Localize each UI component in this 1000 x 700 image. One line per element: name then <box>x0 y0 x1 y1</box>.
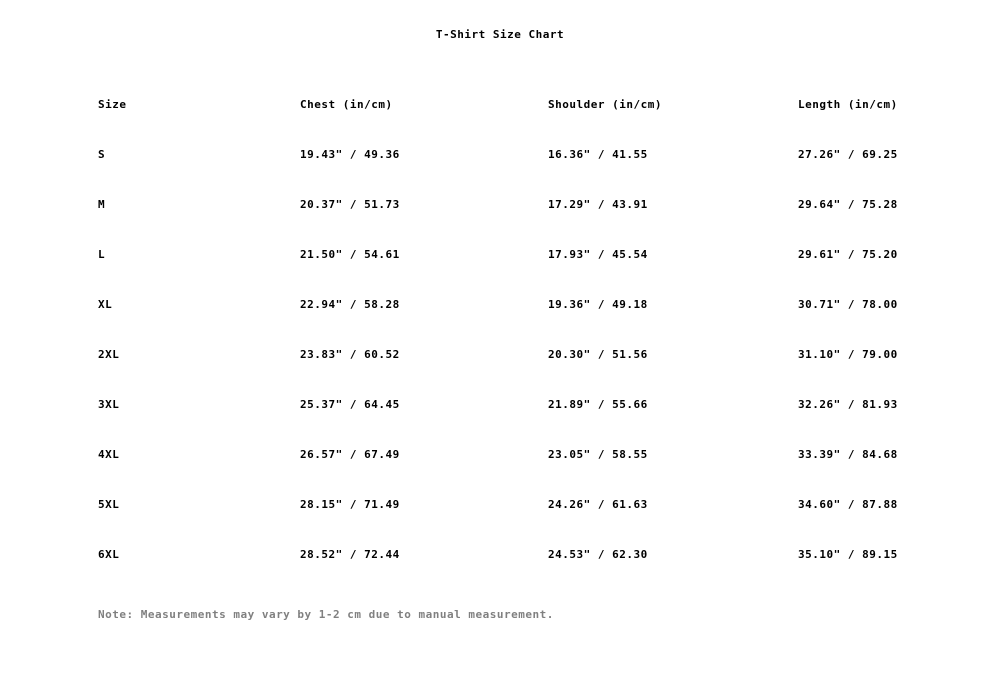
cell-chest: 26.57" / 67.49 <box>300 448 400 461</box>
cell-shoulder: 23.05" / 58.55 <box>548 448 648 461</box>
table-row <box>98 448 898 498</box>
cell-shoulder: 17.93" / 45.54 <box>548 248 648 261</box>
cell-shoulder: 16.36" / 41.55 <box>548 148 648 161</box>
cell-chest: 20.37" / 51.73 <box>300 198 400 211</box>
cell-chest: 28.52" / 72.44 <box>300 548 400 561</box>
cell-chest: 22.94" / 58.28 <box>300 298 400 311</box>
cell-length: 35.10" / 89.15 <box>798 548 898 561</box>
cell-chest: 28.15" / 71.49 <box>300 498 400 511</box>
size-chart-table <box>98 98 898 598</box>
column-header-chest: Chest (in/cm) <box>300 98 393 111</box>
cell-size: XL <box>98 298 113 311</box>
cell-size: L <box>98 248 106 261</box>
cell-size: 5XL <box>98 498 120 511</box>
cell-length: 31.10" / 79.00 <box>798 348 898 361</box>
cell-shoulder: 21.89" / 55.66 <box>548 398 648 411</box>
cell-shoulder: 24.53" / 62.30 <box>548 548 648 561</box>
cell-size: S <box>98 148 106 161</box>
cell-chest: 25.37" / 64.45 <box>300 398 400 411</box>
page-title: T-Shirt Size Chart <box>435 28 565 41</box>
cell-shoulder: 24.26" / 61.63 <box>548 498 648 511</box>
cell-shoulder: 20.30" / 51.56 <box>548 348 648 361</box>
table-header-row <box>98 98 898 148</box>
column-header-size: Size <box>98 98 127 111</box>
cell-size: 4XL <box>98 448 120 461</box>
table-row <box>98 198 898 248</box>
column-header-length: Length (in/cm) <box>798 98 898 111</box>
cell-size: 3XL <box>98 398 120 411</box>
cell-length: 29.64" / 75.28 <box>798 198 898 211</box>
cell-size: 2XL <box>98 348 120 361</box>
cell-length: 30.71" / 78.00 <box>798 298 898 311</box>
table-row <box>98 348 898 398</box>
cell-chest: 19.43" / 49.36 <box>300 148 400 161</box>
measurement-note: Note: Measurements may vary by 1-2 cm due to manual measurement. <box>98 608 554 621</box>
column-header-shoulder: Shoulder (in/cm) <box>548 98 662 111</box>
cell-length: 32.26" / 81.93 <box>798 398 898 411</box>
table-row <box>98 148 898 198</box>
cell-chest: 23.83" / 60.52 <box>300 348 400 361</box>
cell-length: 34.60" / 87.88 <box>798 498 898 511</box>
table-row <box>98 248 898 298</box>
cell-size: 6XL <box>98 548 120 561</box>
cell-length: 27.26" / 69.25 <box>798 148 898 161</box>
table-row <box>98 548 898 598</box>
cell-shoulder: 17.29" / 43.91 <box>548 198 648 211</box>
table-row <box>98 298 898 348</box>
table-row <box>98 498 898 548</box>
cell-chest: 21.50" / 54.61 <box>300 248 400 261</box>
cell-shoulder: 19.36" / 49.18 <box>548 298 648 311</box>
cell-length: 33.39" / 84.68 <box>798 448 898 461</box>
cell-size: M <box>98 198 106 211</box>
table-row <box>98 398 898 448</box>
cell-length: 29.61" / 75.20 <box>798 248 898 261</box>
